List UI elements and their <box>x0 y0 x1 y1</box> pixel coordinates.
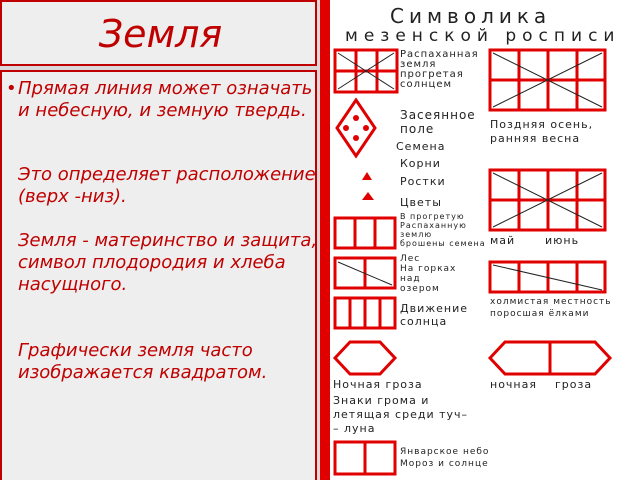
bullet-icon: • <box>6 78 17 99</box>
label-may: май <box>490 234 516 247</box>
label-roots: Корни <box>400 157 441 170</box>
paragraph-2-text: Это определяет расположение (верх -низ). <box>18 164 316 207</box>
label-january-sky: Январское небо Мороз и солнце <box>400 447 490 469</box>
label-thunder-moon: Знаки грома и летящая среди туч– – луна <box>333 394 469 435</box>
label-sprouts: Ростки <box>400 175 446 188</box>
label-late-autumn: Поздняя осень, ранняя весна <box>490 118 594 145</box>
label-flowers: Цветы <box>400 196 442 209</box>
image-heading-2: мезенской росписи <box>345 26 621 46</box>
paragraph-4-text: Графически земля часто изображается квадратом. <box>18 340 268 383</box>
image-heading-1: Символика <box>390 4 552 28</box>
label-thrown-seeds: В прогретую Распаханную землю брошены семена <box>400 212 486 248</box>
label-storm: гроза <box>555 378 593 391</box>
label-hills: холмистая местность поросшая ёлками <box>490 297 612 319</box>
label-june: июнь <box>545 234 580 247</box>
label-sown-field: Засеянное поле <box>400 108 476 136</box>
slide-title: Земля <box>98 12 223 56</box>
label-seeds: Семена <box>396 140 446 153</box>
paragraph-1-text: Прямая линия может означать и небесную, и земную твердь. <box>18 78 313 121</box>
paragraph-3-text: Земля - материнство и защита, символ плодородия и хлеба насущного. <box>18 230 318 295</box>
label-forest: Лес На горках над озером <box>400 254 457 294</box>
label-plowed: Распаханная земля прогретая солнцем <box>400 49 479 90</box>
label-sun-movement: Движение солнца <box>400 302 469 328</box>
label-night: ночная <box>490 378 537 391</box>
label-night-storm: Ночная гроза <box>333 378 423 391</box>
